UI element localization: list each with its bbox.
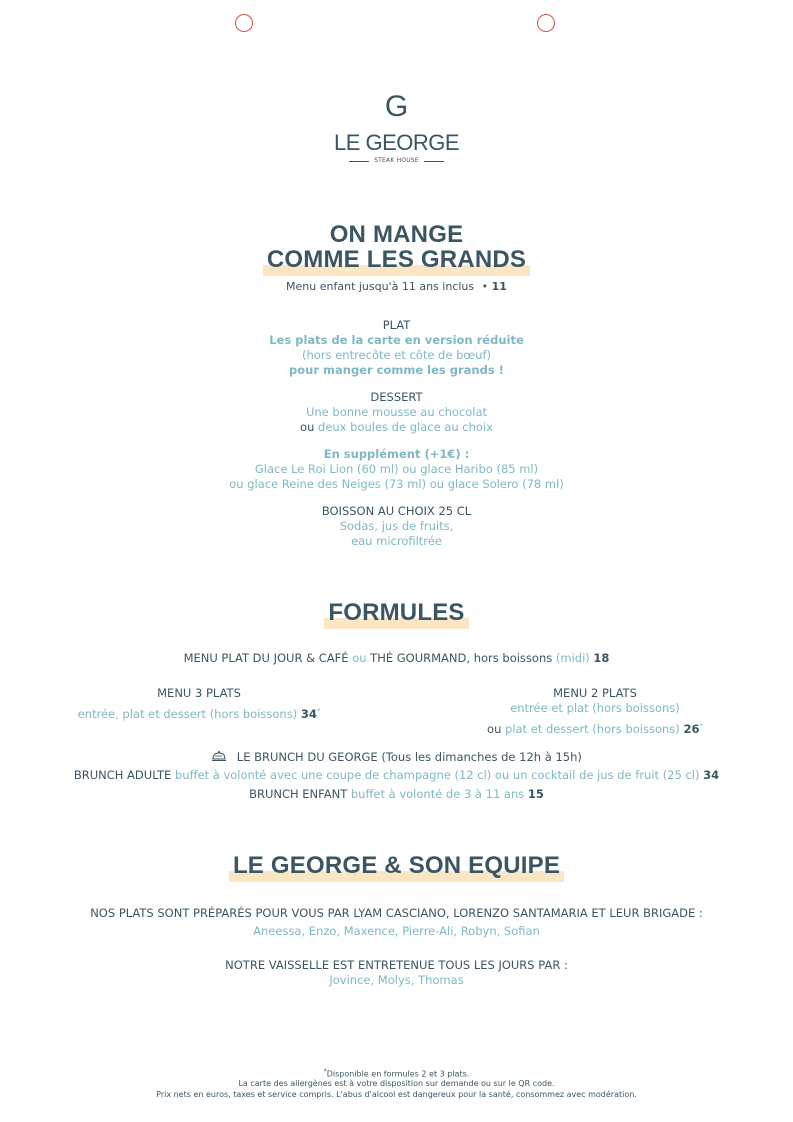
kids-subtitle: Menu enfant jusqu'à 11 ans inclus [286, 280, 475, 293]
brunch-enfant-label: BRUNCH ENFANT [249, 787, 348, 801]
boisson-line1: Sodas, jus de fruits, [339, 519, 454, 533]
supplement-line2: ou glace Reine des Neiges (73 ml) ou glace Solero (78 ml) [229, 477, 564, 491]
brunch-title-row [0, 750, 793, 767]
plat-line3: pour manger comme les grands ! [289, 363, 504, 377]
punch-hole-left [235, 14, 253, 32]
menu2-label: MENU 2 PLATS [553, 686, 637, 700]
plat-du-jour-row [0, 651, 793, 666]
kids-title-line1: ON MANGE [329, 221, 464, 248]
midi-note: (midi) [555, 651, 590, 665]
boisson-line2: eau microfiltrée [351, 534, 442, 548]
logo [0, 90, 793, 165]
dessert-line2-row [0, 420, 793, 435]
kids-price: 11 [491, 280, 507, 293]
plat-line2: (hors entrecôte et côte de bœuf) [302, 348, 491, 362]
brunch-adulte-price: 34 [703, 768, 720, 782]
boisson-label: BOISSON AU CHOIX 25 CL [321, 504, 472, 518]
brand-tagline: STEAK HOUSE [374, 157, 419, 164]
footer-line3: Prix nets en euros, taxes et service compris. L'abus d'alcool est dangereux pour la santé, consommez avec modération. [156, 1090, 637, 1099]
brunch-adulte-row [0, 768, 793, 783]
menu3-row [0, 704, 398, 722]
plat-du-jour-price: 18 [593, 651, 610, 665]
equipe-title: LE GEORGE & SON EQUIPE [229, 853, 564, 879]
price-bullet: • [481, 280, 489, 293]
divider-left [349, 161, 369, 162]
logo-letter: G [384, 90, 409, 123]
brunch-adulte-desc: buffet à volonté avec une coupe de champagne (12 cl) ou un cocktail de jus de fruit (25 cl) [174, 768, 700, 782]
kids-subtitle-row [0, 280, 793, 294]
brunch-enfant-price: 15 [527, 787, 544, 801]
brunch-title: LE BRUNCH DU GEORGE (Tous les dimanches de 12h à 15h) [236, 750, 582, 764]
formules-title: FORMULES [324, 600, 468, 626]
kids-title-line2: COMME LES GRANDS [263, 247, 530, 273]
plat-label: PLAT [382, 318, 411, 332]
menu2-line2: plat et dessert (hors boissons) [505, 721, 680, 736]
cloche-icon [211, 750, 227, 767]
dessert-line1: Une bonne mousse au chocolat [305, 405, 488, 419]
equipe-vaisselle-line: NOTRE VAISSELLE EST ENTRETENUE TOUS LES JOURS PAR : [225, 958, 568, 972]
footer-line2: La carte des allergènes est à votre disposition sur demande ou sur le QR code. [238, 1079, 555, 1088]
equipe-title-wrap [0, 853, 793, 879]
menu3-desc: entrée, plat et dessert (hors boissons) [77, 706, 298, 721]
plat-line1: Les plats de la carte en version réduite [269, 333, 524, 347]
equipe-vaisselle-names: Jovince, Molys, Thomas [329, 973, 464, 987]
plat-du-jour-or: ou [352, 651, 367, 665]
menu2-price: 26 [683, 721, 700, 736]
dessert-line2: deux boules de glace au choix [318, 420, 493, 434]
menu3-star: * [316, 707, 321, 715]
brunch-enfant-row [0, 787, 793, 802]
equipe-plats-line: NOS PLATS SONT PRÉPARÉS POUR VOUS PAR LYAM CASCIANO, LORENZO SANTAMARIA ET LEUR BRIGADE : [90, 906, 703, 920]
divider-right [424, 161, 444, 162]
brunch-enfant-desc: buffet à volonté de 3 à 11 ans [350, 787, 525, 801]
menu2-line1: entrée et plat (hors boissons) [510, 701, 680, 715]
menu2-star: * [699, 722, 703, 730]
menu3-label: MENU 3 PLATS [157, 686, 241, 700]
menu2-or: ou [487, 721, 502, 736]
supplement-label: En supplément (+1€) : [323, 447, 470, 461]
menu3-price: 34 [300, 706, 317, 721]
equipe-plats-names: Aneessa, Enzo, Maxence, Pierre-Ali, Robyn, Sofian [253, 924, 540, 938]
supplement-line1: Glace Le Roi Lion (60 ml) ou glace Haribo (85 ml) [254, 462, 539, 476]
brunch-adulte-label: BRUNCH ADULTE [73, 768, 172, 782]
footer-star: * [323, 1068, 327, 1075]
punch-hole-right [537, 14, 555, 32]
brand-name: LE GEORGE [333, 130, 460, 155]
dessert-label: DESSERT [370, 390, 423, 404]
the-gourmand-label: THÉ GOURMAND, hors boissons [370, 651, 553, 665]
dessert-or: ou [300, 420, 315, 434]
footer-line1: Disponible en formules 2 et 3 plats. [326, 1069, 470, 1079]
menu2-row [400, 719, 790, 737]
kids-title-line2-wrap [0, 247, 793, 273]
formules-title-wrap [0, 600, 793, 626]
plat-du-jour-label: MENU PLAT DU JOUR & CAFÉ [183, 651, 349, 665]
